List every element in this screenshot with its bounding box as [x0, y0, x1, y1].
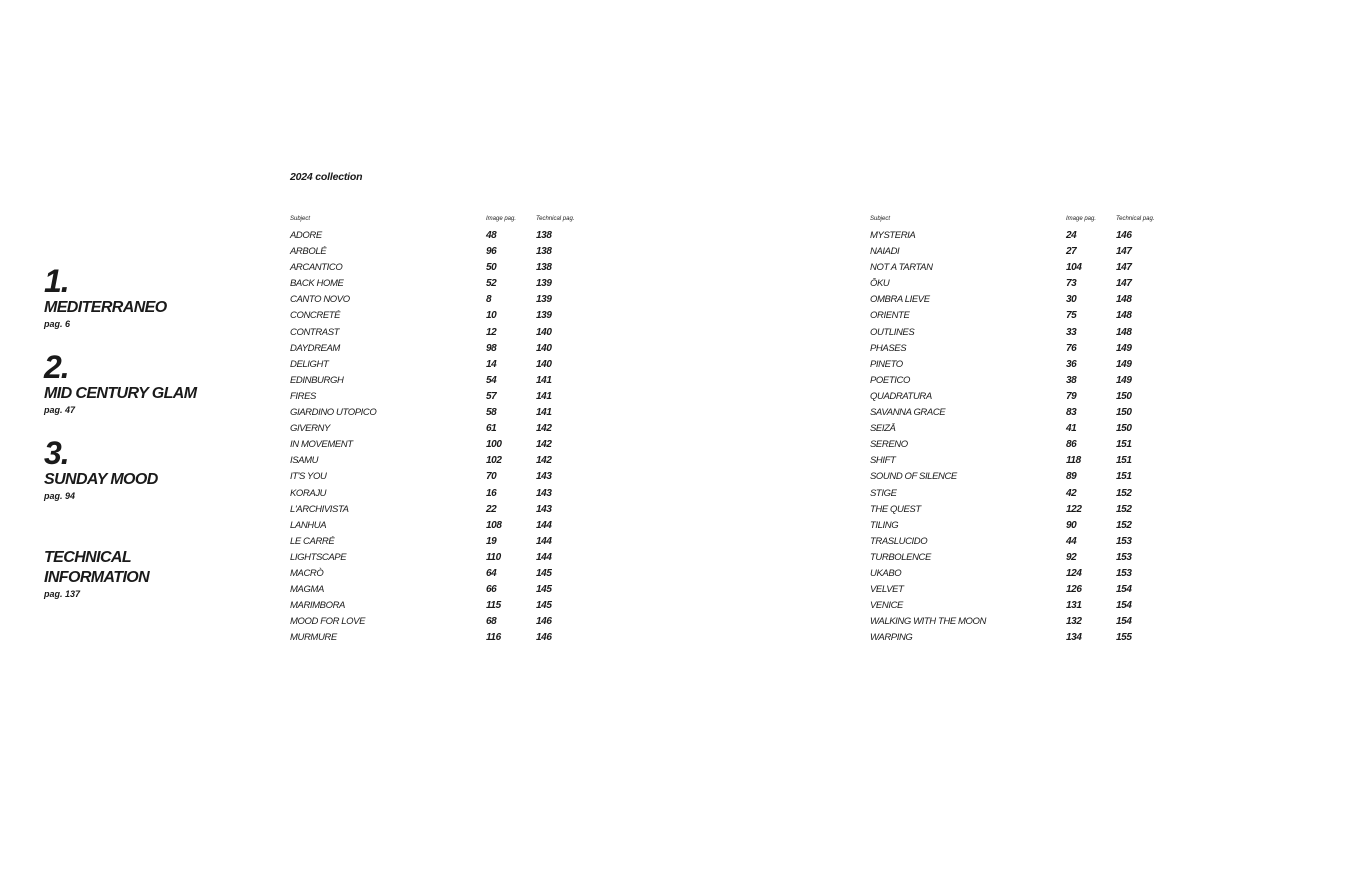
table-row[interactable]: [870, 550, 1190, 566]
subject-cell: KORAJU: [290, 487, 327, 499]
technical-page-cell: 143: [536, 487, 552, 499]
table-row[interactable]: [870, 598, 1190, 614]
table-row[interactable]: [290, 260, 610, 276]
technical-page-cell: 146: [536, 632, 552, 644]
technical-page-cell: 151: [1116, 471, 1132, 483]
index-header: [290, 214, 610, 228]
collection-title: 2024 collection: [290, 171, 363, 183]
image-page-cell: 58: [486, 407, 497, 419]
table-row[interactable]: [290, 614, 610, 630]
subject-cell: PINETO: [870, 358, 903, 370]
header-subject: Subject: [290, 216, 311, 222]
table-row[interactable]: [290, 534, 610, 550]
technical-page-cell: 151: [1116, 439, 1132, 451]
table-row[interactable]: [290, 469, 610, 485]
image-page-cell: 68: [486, 616, 497, 628]
header-technical-page: Technical pag.: [536, 216, 575, 222]
table-row[interactable]: [870, 502, 1190, 518]
subject-cell: PHASES: [870, 342, 907, 354]
technical-page-cell: 141: [536, 374, 552, 386]
subject-cell: NOT A TARTAN: [870, 262, 933, 274]
subject-cell: WALKING WITH THE MOON: [870, 616, 986, 628]
image-page-cell: 30: [1066, 294, 1077, 306]
technical-page-cell: 138: [536, 262, 552, 274]
technical-page-cell: 149: [1116, 342, 1132, 354]
image-page-cell: 90: [1066, 519, 1077, 531]
index-body: [870, 228, 1190, 646]
table-row[interactable]: [870, 276, 1190, 292]
technical-page-cell: 145: [536, 567, 552, 579]
subject-cell: SHIFT: [870, 455, 896, 467]
technical-page-cell: 154: [1116, 600, 1132, 612]
image-page-cell: 27: [1066, 246, 1077, 258]
subject-cell: MOOD FOR LOVE: [290, 616, 366, 628]
subject-cell: CONCRETÉ: [290, 310, 341, 322]
section-title: SUNDAY MOOD: [44, 471, 158, 488]
image-page-cell: 124: [1066, 567, 1082, 579]
technical-page-cell: 145: [536, 584, 552, 596]
subject-cell: SOUND OF SILENCE: [870, 471, 957, 483]
technical-page-cell: 149: [1116, 374, 1132, 386]
table-row[interactable]: [870, 260, 1190, 276]
table-row[interactable]: [870, 357, 1190, 373]
technical-page-cell: 153: [1116, 535, 1132, 547]
technical-page-cell: 140: [536, 358, 552, 370]
table-row[interactable]: [290, 244, 610, 260]
technical-page-cell: 148: [1116, 294, 1132, 306]
image-page-cell: 57: [486, 390, 497, 402]
image-page-cell: 66: [486, 584, 497, 596]
table-row[interactable]: [870, 292, 1190, 308]
subject-cell: MYSTERIA: [870, 230, 916, 241]
image-page-cell: 22: [486, 503, 497, 515]
subject-cell: SEIZĀ: [870, 423, 896, 435]
table-row[interactable]: [870, 437, 1190, 453]
image-page-cell: 96: [486, 246, 497, 258]
image-page-cell: 122: [1066, 503, 1082, 515]
technical-page-cell: 139: [536, 294, 552, 306]
image-page-cell: 70: [486, 471, 497, 483]
image-page-cell: 131: [1066, 600, 1082, 612]
subject-cell: L'ARCHIVISTA: [290, 503, 349, 515]
image-page-cell: 8: [486, 294, 492, 306]
image-page-cell: 54: [486, 374, 497, 386]
image-page-cell: 104: [1066, 262, 1082, 274]
subject-cell: TURBOLENCE: [870, 551, 931, 563]
image-page-cell: 36: [1066, 358, 1077, 370]
image-page-cell: 83: [1066, 407, 1077, 419]
table-row[interactable]: [290, 453, 610, 469]
table-row[interactable]: [290, 518, 610, 534]
subject-cell: LIGHTSCAPE: [290, 551, 347, 563]
table-row[interactable]: [290, 276, 610, 292]
table-row[interactable]: [290, 341, 610, 357]
table-row[interactable]: [290, 437, 610, 453]
image-page-cell: 50: [486, 262, 497, 274]
subject-cell: THE QUEST: [870, 503, 921, 515]
table-row[interactable]: [290, 389, 610, 405]
section-title: TECHNICAL: [44, 549, 132, 566]
technical-page-cell: 152: [1116, 519, 1132, 531]
technical-page-cell: 138: [536, 246, 552, 258]
section-title: INFORMATION: [44, 569, 150, 586]
table-row[interactable]: [290, 308, 610, 324]
image-page-cell: 64: [486, 567, 497, 579]
image-page-cell: 79: [1066, 390, 1077, 402]
image-page-cell: 100: [486, 439, 502, 451]
section-technical-information[interactable]: [44, 548, 149, 600]
image-page-cell: 126: [1066, 584, 1082, 596]
table-row[interactable]: [290, 421, 610, 437]
subject-cell: GIARDINO UTOPICO: [290, 407, 377, 419]
technical-page-cell: 138: [536, 230, 552, 241]
image-page-cell: 110: [486, 551, 501, 563]
image-page-cell: 76: [1066, 342, 1077, 354]
header-subject: Subject: [870, 216, 891, 222]
table-row[interactable]: [870, 453, 1190, 469]
technical-page-cell: 153: [1116, 551, 1132, 563]
subject-cell: ORIENTE: [870, 310, 910, 322]
subject-cell: NAIADI: [870, 246, 900, 258]
subject-cell: TILING: [870, 519, 899, 531]
table-row[interactable]: [870, 518, 1190, 534]
technical-page-cell: 142: [536, 439, 552, 451]
table-row[interactable]: [870, 405, 1190, 421]
image-page-cell: 75: [1066, 310, 1077, 322]
table-row[interactable]: [870, 389, 1190, 405]
subject-cell: MAGMA: [290, 584, 324, 596]
table-row[interactable]: [290, 292, 610, 308]
table-row[interactable]: [870, 244, 1190, 260]
technical-page-cell: 146: [536, 616, 552, 628]
table-row[interactable]: [870, 325, 1190, 341]
table-row[interactable]: [870, 566, 1190, 582]
table-row[interactable]: [290, 357, 610, 373]
table-row[interactable]: [290, 550, 610, 566]
table-row[interactable]: [290, 325, 610, 341]
image-page-cell: 38: [1066, 374, 1077, 386]
subject-cell: DAYDREAM: [290, 342, 340, 354]
technical-page-cell: 150: [1116, 390, 1132, 402]
table-row[interactable]: [290, 228, 610, 244]
table-row[interactable]: [870, 469, 1190, 485]
technical-page-cell: 144: [536, 519, 552, 531]
technical-page-cell: 144: [536, 535, 552, 547]
table-row[interactable]: [290, 373, 610, 389]
table-row[interactable]: [870, 341, 1190, 357]
table-row[interactable]: [870, 421, 1190, 437]
technical-page-cell: 154: [1116, 616, 1132, 628]
image-page-cell: 92: [1066, 551, 1077, 563]
subject-cell: LANHUA: [290, 519, 327, 531]
image-page-cell: 42: [1066, 487, 1077, 499]
section-page: pag. 6: [44, 319, 71, 329]
technical-page-cell: 141: [536, 407, 552, 419]
image-page-cell: 41: [1066, 423, 1077, 435]
subject-cell: MACRÒ: [290, 567, 324, 579]
subject-cell: DELIGHT: [290, 358, 329, 370]
section-page: pag. 137: [44, 589, 81, 599]
section-title: MID CENTURY GLAM: [44, 385, 197, 402]
image-page-cell: 48: [486, 230, 497, 241]
technical-page-cell: 148: [1116, 326, 1132, 338]
image-page-cell: 134: [1066, 632, 1082, 644]
subject-cell: ŌKU: [870, 278, 890, 290]
section-mid-century-glam[interactable]: [44, 350, 196, 416]
image-page-cell: 73: [1066, 278, 1077, 290]
subject-cell: IT'S YOU: [290, 471, 327, 483]
index-body: [290, 228, 610, 646]
header-technical-page: Technical pag.: [1116, 216, 1155, 222]
header-image-page: Image pag.: [486, 216, 517, 222]
section-sunday-mood[interactable]: [44, 436, 158, 502]
technical-page-cell: 151: [1116, 455, 1132, 467]
section-mediterraneo[interactable]: [44, 264, 167, 330]
section-number: 2.: [44, 349, 69, 385]
technical-page-cell: 143: [536, 471, 552, 483]
table-row[interactable]: [870, 373, 1190, 389]
technical-page-cell: 139: [536, 310, 552, 322]
technical-page-cell: 144: [536, 551, 552, 563]
image-page-cell: 16: [486, 487, 497, 499]
technical-page-cell: 142: [536, 423, 552, 435]
subject-cell: FIRES: [290, 390, 316, 402]
technical-page-cell: 148: [1116, 310, 1132, 322]
technical-page-cell: 143: [536, 503, 552, 515]
subject-cell: VELVET: [870, 584, 904, 596]
technical-page-cell: 147: [1116, 262, 1132, 274]
table-row[interactable]: [870, 228, 1190, 244]
table-row[interactable]: [290, 486, 610, 502]
technical-page-cell: 140: [536, 342, 552, 354]
subject-cell: TRASLUCIDO: [870, 535, 928, 547]
table-row[interactable]: [870, 582, 1190, 598]
subject-cell: SAVANNA GRACE: [870, 407, 946, 419]
subject-cell: SERENO: [870, 439, 908, 451]
table-row[interactable]: [870, 534, 1190, 550]
technical-page-cell: 139: [536, 278, 552, 290]
image-page-cell: 98: [486, 342, 497, 354]
image-page-cell: 44: [1066, 535, 1077, 547]
subject-cell: UKABO: [870, 567, 902, 579]
image-page-cell: 89: [1066, 471, 1077, 483]
subject-cell: CANTO NOVO: [290, 294, 350, 306]
image-page-cell: 116: [486, 632, 501, 644]
image-page-cell: 52: [486, 278, 497, 290]
subject-cell: GIVERNY: [290, 423, 330, 435]
technical-page-cell: 149: [1116, 358, 1132, 370]
technical-page-cell: 152: [1116, 503, 1132, 515]
image-page-cell: 19: [486, 535, 497, 547]
section-page: pag. 47: [44, 405, 76, 415]
subject-cell: ADORE: [290, 230, 322, 241]
image-page-cell: 115: [486, 600, 501, 612]
technical-page-cell: 142: [536, 455, 552, 467]
technical-page-cell: 146: [1116, 230, 1132, 241]
subject-cell: BACK HOME: [290, 278, 344, 290]
image-page-cell: 86: [1066, 439, 1077, 451]
image-page-cell: 33: [1066, 326, 1077, 338]
image-page-cell: 132: [1066, 616, 1082, 628]
table-row[interactable]: [870, 486, 1190, 502]
technical-page-cell: 150: [1116, 423, 1132, 435]
image-page-cell: 12: [486, 326, 497, 338]
subject-cell: OMBRA LIEVE: [870, 294, 930, 306]
subject-cell: WARPING: [870, 632, 913, 644]
index-table-right: [870, 214, 1190, 646]
subject-cell: ARBOLÉ: [290, 246, 327, 258]
image-page-cell: 102: [486, 455, 502, 467]
table-row[interactable]: [870, 630, 1190, 646]
subject-cell: MURMURE: [290, 632, 337, 644]
table-row[interactable]: [290, 566, 610, 582]
subject-cell: VENICE: [870, 600, 903, 612]
subject-cell: POETICO: [870, 374, 910, 386]
subject-cell: OUTLINES: [870, 326, 915, 338]
subject-cell: ISAMU: [290, 455, 319, 467]
section-number: 1.: [44, 263, 69, 299]
subject-cell: QUADRATURA: [870, 390, 932, 402]
technical-page-cell: 154: [1116, 584, 1132, 596]
technical-page-cell: 155: [1116, 632, 1132, 644]
technical-page-cell: 147: [1116, 278, 1132, 290]
technical-page-cell: 141: [536, 390, 552, 402]
section-number: 3.: [44, 435, 69, 471]
subject-cell: LE CARRÉ: [290, 535, 335, 547]
technical-page-cell: 147: [1116, 246, 1132, 258]
table-row[interactable]: [290, 598, 610, 614]
subject-cell: IN MOVEMENT: [290, 439, 353, 451]
table-row[interactable]: [290, 582, 610, 598]
subject-cell: EDINBURGH: [290, 374, 344, 386]
table-row[interactable]: [290, 630, 610, 646]
image-page-cell: 61: [486, 423, 497, 435]
image-page-cell: 24: [1066, 230, 1077, 241]
section-page: pag. 94: [44, 491, 76, 501]
subject-cell: STIGE: [870, 487, 897, 499]
subject-cell: CONTRAST: [290, 326, 340, 338]
index-header: [870, 214, 1190, 228]
table-row[interactable]: [870, 308, 1190, 324]
technical-page-cell: 152: [1116, 487, 1132, 499]
header-image-page: Image pag.: [1066, 216, 1097, 222]
subject-cell: MARIMBORA: [290, 600, 345, 612]
image-page-cell: 118: [1066, 455, 1081, 467]
table-row[interactable]: [290, 405, 610, 421]
table-row[interactable]: [870, 614, 1190, 630]
table-row[interactable]: [290, 502, 610, 518]
technical-page-cell: 150: [1116, 407, 1132, 419]
section-title: MEDITERRANEO: [44, 299, 167, 316]
technical-page-cell: 145: [536, 600, 552, 612]
subject-cell: ARCANTICO: [290, 262, 343, 274]
technical-page-cell: 153: [1116, 567, 1132, 579]
image-page-cell: 108: [486, 519, 502, 531]
image-page-cell: 14: [486, 358, 497, 370]
image-page-cell: 10: [486, 310, 497, 322]
technical-page-cell: 140: [536, 326, 552, 338]
index-table-left: [290, 214, 610, 646]
